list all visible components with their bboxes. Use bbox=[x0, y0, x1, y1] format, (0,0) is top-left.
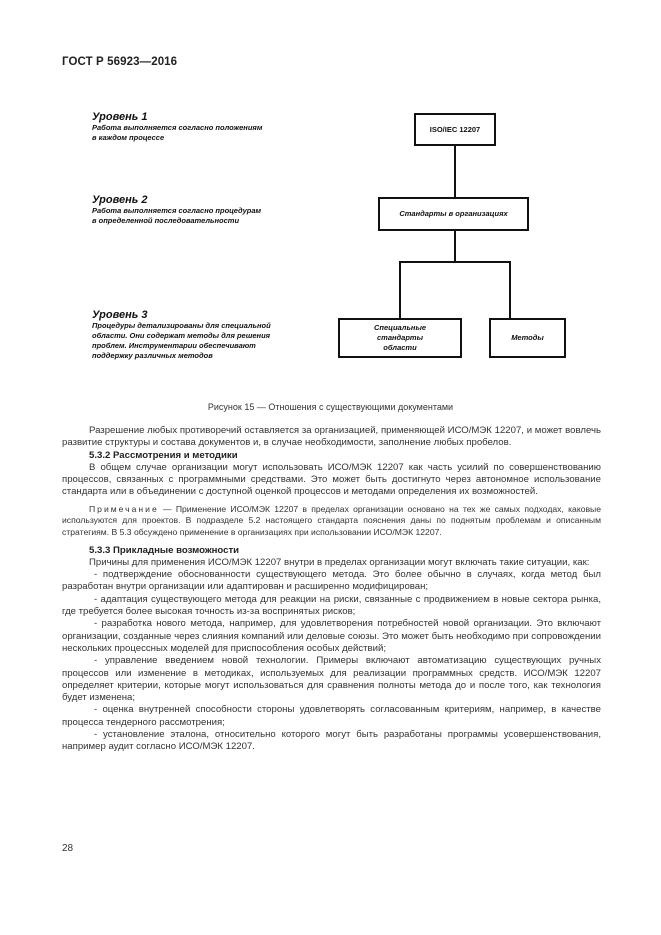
level-2-desc-line: в определенной последовательности bbox=[92, 216, 240, 225]
list-item: - оценка внутренней способности стороны удовлетворять согласованным критериям, например, в качестве процесса тендерного рассмотрения; bbox=[62, 704, 601, 728]
box-domain-line: Специальные bbox=[373, 323, 427, 332]
box-iso-iec-12207 bbox=[414, 113, 496, 146]
level-1-desc-line: в каждом процессе bbox=[92, 133, 165, 142]
connector-middle-down bbox=[454, 230, 456, 262]
box-iso-label: ISO/IEC 12207 bbox=[429, 124, 481, 134]
figure-caption: Рисунок 15 — Отношения с существующими документами bbox=[207, 402, 454, 412]
list-item: - адаптация существующего метода для реакции на риски, связанные с продвижением в новые сектора рынка, где требуется более высокая точность из-за воспринятых рисков; bbox=[62, 593, 601, 618]
level-2-block bbox=[92, 194, 261, 226]
paragraph: В общем случае организации могут использовать ИСО/МЭК 12207 как часть усилий по совершенствованию процессов, связанных с программными средствами. Это может быть достигнуто через автономное использование стандарта или в объединении с доступной оценкой процессов и методами определения их возможностей. bbox=[62, 461, 601, 498]
level-1-title: Уровень 1 bbox=[92, 111, 148, 123]
box-methods-label: Методы bbox=[511, 333, 544, 342]
list-item: - установление эталона, относительно которого могут быть разработаны программы усовершенствования, например аудит согласно ИСО/МЭК 12207. bbox=[62, 729, 601, 753]
connector-horizontal bbox=[399, 261, 511, 263]
level-1-block bbox=[92, 111, 262, 143]
document-header: ГОСТ Р 56923—2016 bbox=[62, 56, 178, 68]
level-3-desc-line: области. Они содержат методы для решения bbox=[92, 331, 271, 340]
section-heading-5-3-3: 5.3.3 Прикладные возможности bbox=[89, 544, 240, 556]
list-item: - управление введением новой технологии. Примеры включают автоматизацию существующих ручных процессов или изменение в методиках, используемых для реализации программных средств. ИСО/МЭК 12207 определяет критерии, которые могут использоваться для сравнения полноты метода до и после того, как технология будет изменена; bbox=[62, 655, 601, 704]
level-2-title: Уровень 2 bbox=[92, 194, 148, 206]
connector-to-right-box bbox=[509, 261, 511, 318]
connector-top-middle bbox=[454, 145, 456, 197]
level-3-desc-line: Процедуры детализированы для специальной bbox=[92, 321, 271, 330]
note-text: — Применение ИСО/МЭК 12207 в пределах организации основано на тех же самых подходах, каковые используются для проектов. В подразделе 5.2 настоящего стандарта пояснения даны по поднятым проблемам и описанным стратегиям. В 5.3 обсуждено применение в организациях при использовании ИСО/МЭК 12207. bbox=[62, 503, 601, 537]
note-label: Примечание bbox=[89, 503, 159, 514]
level-2-desc-line: Работа выполняется согласно процедурам bbox=[92, 206, 262, 215]
page-number: 28 bbox=[62, 843, 74, 854]
list-item: - разработка нового метода, например, для удовлетворения потребностей новой организации. Это включают организации, созданные через слияния компаний или деловые союзы. Это может быть необходимо при сопровождении нескольких процессных моделей для приспособления особых действий; bbox=[62, 618, 601, 654]
level-3-desc-line: проблем. Инструментарии обеспечивают bbox=[92, 341, 256, 350]
level-3-title: Уровень 3 bbox=[92, 309, 148, 321]
section-heading-5-3-2: 5.3.2 Рассмотрения и методики bbox=[89, 449, 238, 461]
connector-to-left-box bbox=[399, 261, 401, 318]
box-methods bbox=[489, 318, 566, 358]
box-domain-line: области bbox=[383, 343, 417, 352]
note bbox=[62, 504, 601, 539]
level-1-desc-line: Работа выполняется согласно положениям bbox=[92, 123, 263, 132]
list-item: - подтверждение обоснованности существующего метода. Это более обычно в случаях, когда метод был разработан внутри организации или адаптирован и расширенно модифицирован; bbox=[62, 569, 601, 593]
box-domain-line: стандарты bbox=[376, 333, 423, 342]
box-org-standards bbox=[378, 197, 529, 231]
level-3-block bbox=[92, 309, 271, 361]
box-org-standards-label: Стандарты в организациях bbox=[399, 209, 508, 218]
paragraph: Причины для применения ИСО/МЭК 12207 внутри в пределах организации могут включать такие ситуации, как: bbox=[89, 556, 590, 568]
level-3-desc-line: поддержку различных методов bbox=[92, 351, 213, 360]
body-text bbox=[62, 425, 601, 754]
box-domain-standards bbox=[338, 318, 462, 358]
paragraph: Разрешение любых противоречий оставляется за организацией, применяющей ИСО/МЭК 12207, и может вовлечь развитие структуры и состава документов и, в случае необходимости, заполнение любых пробелов. bbox=[62, 425, 601, 449]
